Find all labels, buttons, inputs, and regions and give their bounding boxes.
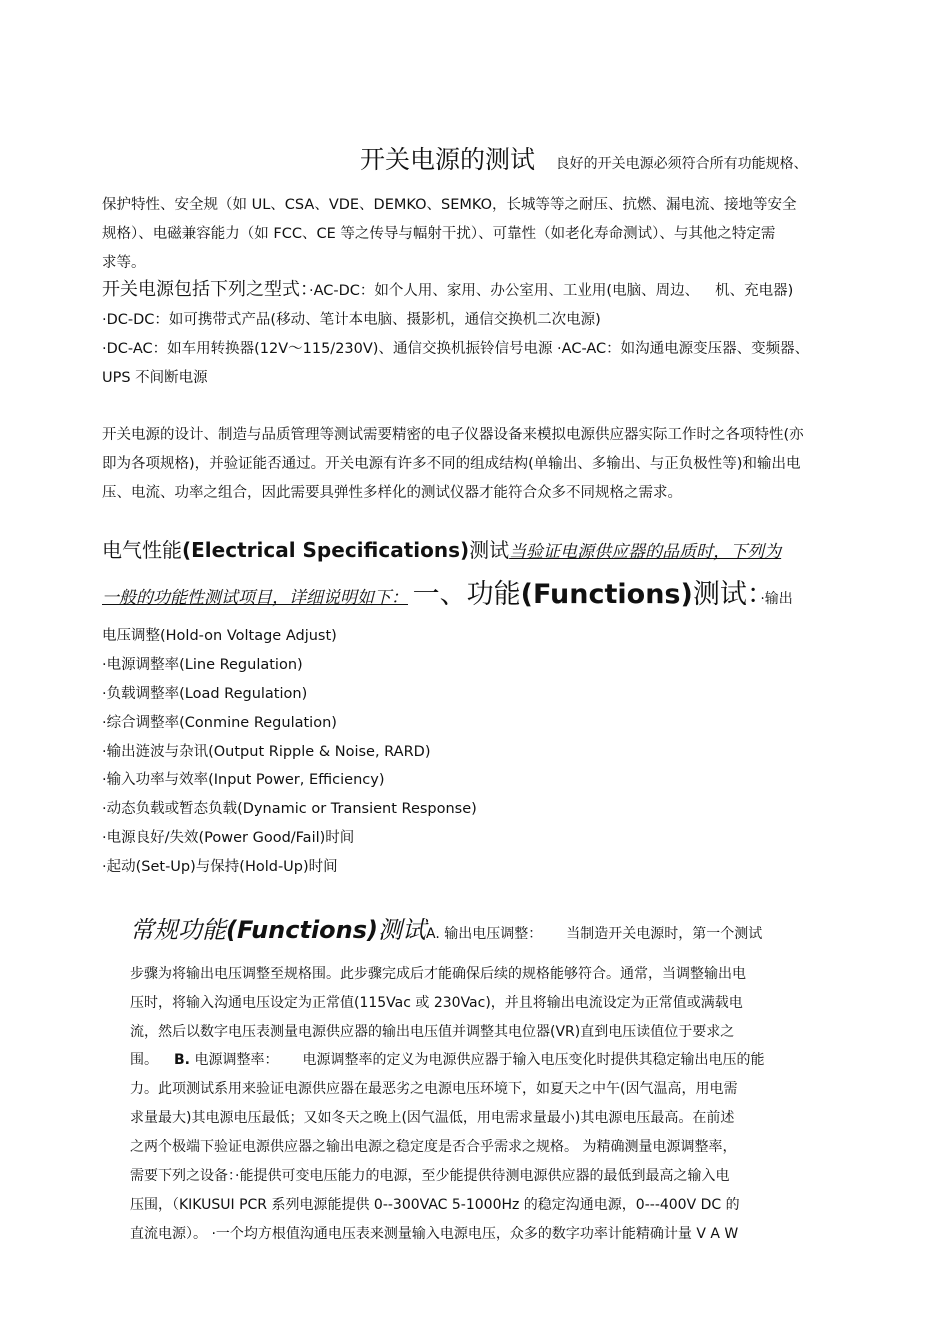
paragraph-line: 求量最大)其电源电压最低；又如冬天之晚上(因气温低，用电需求量最小)其电源电压最高。在前述 xyxy=(130,1110,735,1126)
functions-heading: 一、功能 xyxy=(412,579,521,610)
types-line: UPS 不间断电源 xyxy=(102,370,208,386)
title-line xyxy=(360,144,808,176)
paragraph-line: 压时，将输入沟通电压设定为正常值(115Vac 或 230Vac)，并且将输出电流设定为正常值或满载电 xyxy=(130,995,743,1011)
list-item: 电压调整(Hold-on Voltage Adjust) xyxy=(102,628,337,644)
list-item: ·综合调整率(Conmine Regulation) xyxy=(102,715,337,731)
paragraph-line: 围。 B. 电源调整率： 电源调整率的定义为电源供应器于输入电压变化时提供其稳定输出电压的能 xyxy=(130,1052,765,1068)
types-text: 机、充电器) xyxy=(715,283,794,299)
conventional-heading-line: 常规功能(Functions)测试A. 输出电压调整： 当制造开关电源时，第一个测试 xyxy=(130,916,763,944)
types-line xyxy=(102,280,793,301)
list-item: ·负载调整率(Load Regulation) xyxy=(102,686,308,702)
types-line: ·DC-DC：如可携带式产品(移动、笔计本电脑、摄影机，通信交换机二次电源) xyxy=(102,312,601,328)
list-item: ·输入功率与效率(Input Power, Efficiency) xyxy=(102,772,385,788)
paragraph-line: 压围，（KIKUSUI PCR 系列电源能提供 0--300VAC 5-1000Hz 的稳定沟通电源，0---400V DC 的 xyxy=(130,1197,740,1213)
list-item: ·电源调整率(Line Regulation) xyxy=(102,657,303,673)
intro-text: 良好的开关电源必须符合所有功能规格、 xyxy=(555,156,808,172)
paragraph-line: 流，然后以数字电压表测量电源供应器的输出电压值并调整其电位器(VR)直到电压读值位于要求之 xyxy=(130,1024,735,1040)
types-text: ·AC-DC：如个人用、家用、办公室用、工业用(电脑、周边、 xyxy=(309,283,700,299)
types-heading: 开关电源包括下列之型式： xyxy=(102,279,309,300)
paragraph-line: 力。此项测试系用来验证电源供应器在最恶劣之电源电压环境下，如夏天之中午(因气温高，用电需 xyxy=(130,1081,738,1097)
paragraph-line: 之两个极端下验证电源供应器之输出电源之稳定度是否合乎需求之规格。 为精确测量电源调整率， xyxy=(130,1139,737,1155)
paragraph-line: 直流电源）。 ·一个均方根值沟通电压表来测量输入电源电压，众多的数字功率计能精确计量 V A W xyxy=(130,1226,739,1242)
paragraph-line: 步骤为将输出电压调整至规格围。此步骤完成后才能确保后续的规格能够符合。通常，当调整输出电 xyxy=(130,966,746,982)
page-title: 开关电源的测试 xyxy=(360,145,536,174)
list-item: ·起动(Set-Up)与保持(Hold-Up)时间 xyxy=(102,859,338,875)
paragraph-line: 规格）、电磁兼容能力（如 FCC、CE 等之传导与幅射干扰）、可靠性（如老化寿命测试）、与其他之特定需 xyxy=(102,226,776,242)
electrical-heading: 电气性能(Electrical Specifications)测试当验证电源供应器的品质时，下列为 xyxy=(102,538,782,562)
list-item: ·输出涟波与杂讯(Output Ripple & Noise, RARD) xyxy=(102,744,431,760)
paragraph-line: 保护特性、安全规（如 UL、CSA、VDE、DEMKO、SEMKO，长城等等之耐压、抗燃、漏电流、接地等安全 xyxy=(102,197,797,213)
types-line: ·DC-AC：如车用转换器(12V～115/230V)、通信交换机振铃信号电源 ·AC-AC：如沟通电源变压器、变频器、 xyxy=(102,341,810,357)
paragraph-line: 求等。 xyxy=(102,255,146,271)
paragraph-line: 需要下列之设备：·能提供可变电压能力的电源，至少能提供待测电源供应器的最低到最高之输入电 xyxy=(130,1168,730,1184)
paragraph-line: 开关电源的设计、制造与品质管理等测试需要精密的电子仪器设备来模拟电源供应器实际工作时之各项特性(亦 xyxy=(102,427,804,443)
functions-heading-line: 一般的功能性测试项目，详细说明如下： 一、功能(Functions)测试：·输出 xyxy=(102,579,793,610)
conventional-heading: 常规功能 xyxy=(130,916,226,944)
list-item: ·电源良好/失效(Power Good/Fail)时间 xyxy=(102,830,355,846)
paragraph-line: 压、电流、功率之组合，因此需要具弹性多样化的测试仪器才能符合众多不同规格之需求。 xyxy=(102,485,682,501)
list-item: ·动态负载或暂态负载(Dynamic or Transient Response) xyxy=(102,801,477,817)
paragraph-line: 即为各项规格)，并验证能否通过。开关电源有许多不同的组成结构(单输出、多输出、与正负极性等)和输出电 xyxy=(102,456,801,472)
